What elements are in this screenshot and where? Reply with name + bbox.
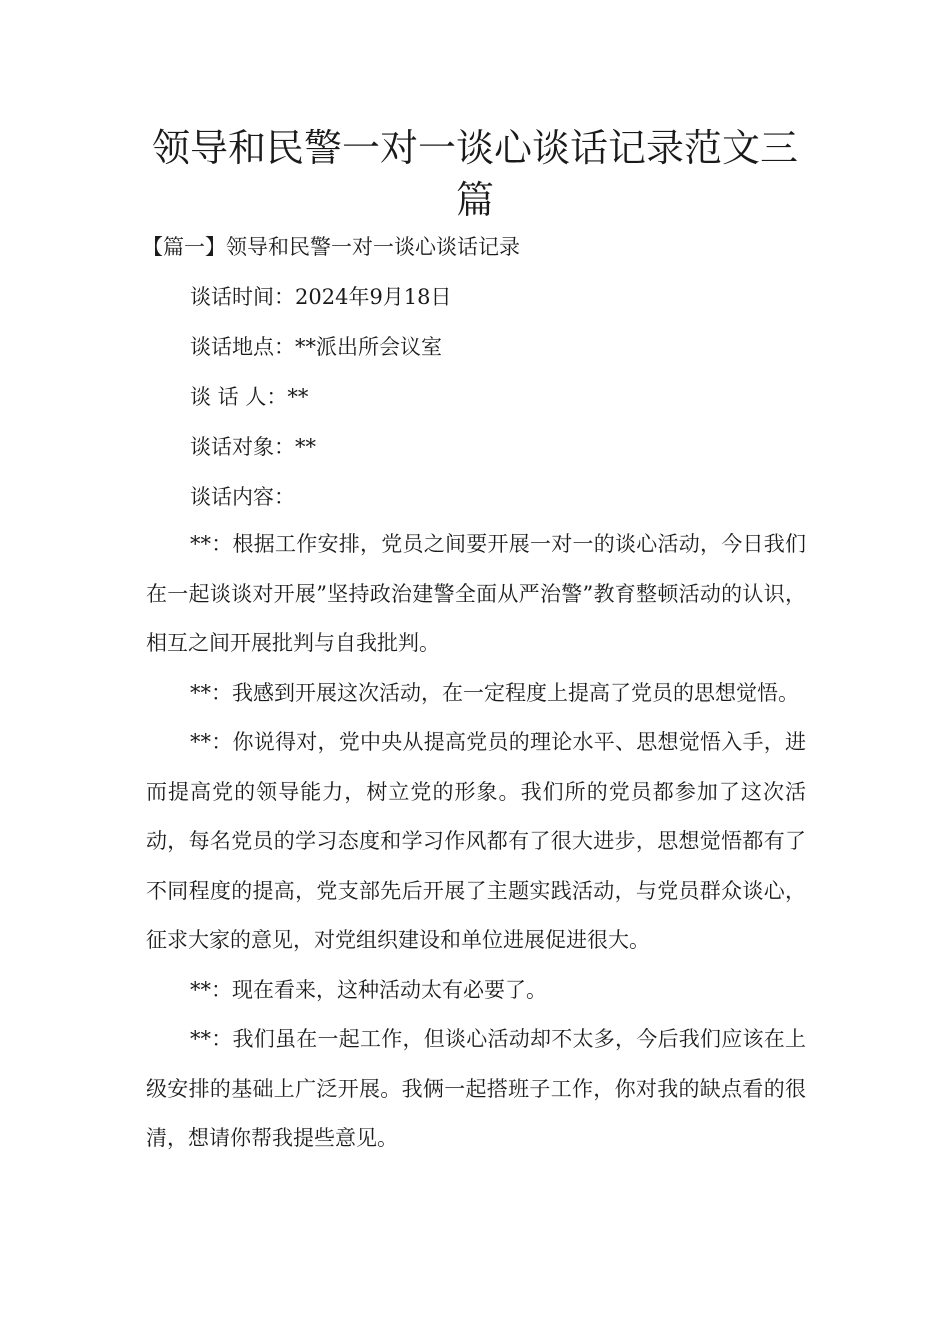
paragraph: **：根据工作安排，党员之间要开展一对一的谈心活动，今日我们在一起谈谈对开展”坚持政治建警全面从严治警”教育整顿活动的认识，相互之间开展批判与自我批判。: [146, 532, 806, 655]
meta-speaker: 谈 话 人：**: [190, 385, 309, 409]
section-heading: 【篇一】领导和民警一对一谈心谈话记录: [142, 235, 520, 259]
paragraph: **：我们虽在一起工作，但谈心活动却不太多，今后我们应该在上级安排的基础上广泛开展。我俩一起搭班子工作，你对我的缺点看的很清，想请你帮我提些意见。: [146, 1027, 806, 1150]
meta-time: 谈话时间：2024年9月18日: [190, 285, 452, 309]
paragraph: **：现在看来，这种活动太有必要了。: [190, 977, 547, 1002]
paragraph: **：你说得对，党中央从提高党员的理论水平、思想觉悟入手，进而提高党的领导能力，树立党的形象。我们所的党员都参加了这次活动，每名党员的学习态度和学习作风都有了很大进步，思想觉悟都有了不同程度的提高，党支部先后开展了主题实践活动，与党员群众谈心，征求大家的意见，对党组织建设和单位进展促进很大。: [146, 730, 806, 952]
meta-location: 谈话地点：**派出所会议室: [190, 335, 442, 359]
meta-subject: 谈话对象：**: [190, 435, 316, 459]
meta-content-label: 谈话内容：: [190, 485, 295, 509]
document-title: 领导和民警一对一谈心谈话记录范文三篇: [151, 126, 798, 222]
paragraph: **：我感到开展这次活动，在一定程度上提高了党员的思想觉悟。: [190, 680, 799, 705]
